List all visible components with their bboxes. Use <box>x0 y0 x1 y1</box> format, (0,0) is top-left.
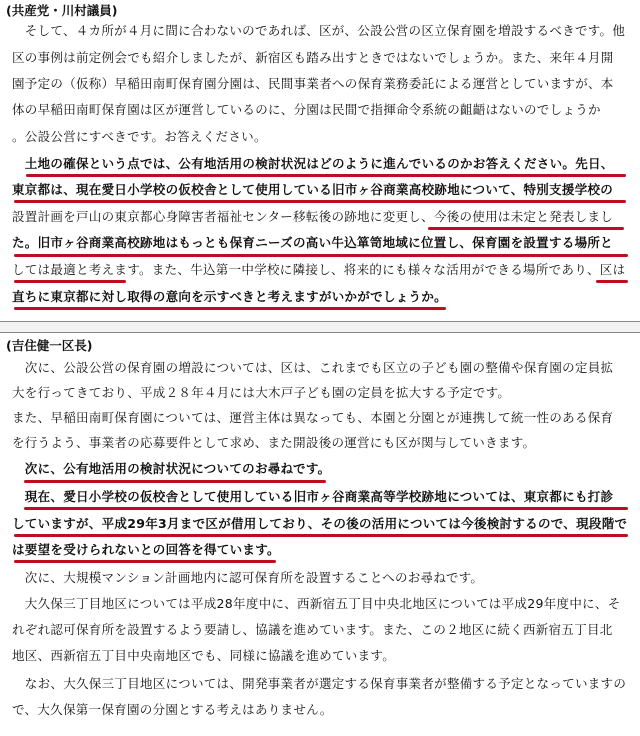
speaker-label: (共産党・川村議員) <box>6 3 118 18</box>
red-underline <box>428 227 624 230</box>
red-underline <box>14 560 276 563</box>
text-line: た。旧市ヶ谷商業高校跡地はもっとも保育ニーズの高い牛込箪笥地域に位置し、保育園を設置する場所と <box>12 235 613 250</box>
text-line: 次に、公設公営の保育園の増設については、区は、これまでも区立の子ども園の整備や保育園の定員拡 <box>12 360 614 375</box>
text-line: なお、大久保三丁目地区については、開発事業者が選定する保育事業者が整備する予定となっていますの <box>12 676 627 691</box>
text-line: していますが、平成29年3月まで区が借用しており、その後の活用については今後検討するので、現段階で <box>12 516 628 531</box>
text-line: を行うよう、事業者の応募要件として求め、また開設後の運営にも区が関与していきます。 <box>12 435 536 450</box>
text-line: 体の早稲田南町保育園は区が運営しているのに、分園は民間で指揮命令系統の齟齬はないのでしょうか <box>12 102 601 117</box>
red-underline <box>596 280 628 283</box>
text-line: 地区、西新宿五丁目中央南地区でも、同様に協議を進めています。 <box>12 648 396 663</box>
red-underline <box>14 280 126 283</box>
text-line: で、大久保第一保育園の分園とする考えはありません。 <box>12 702 333 717</box>
text-line: 直ちに東京都に対し取得の意向を示すべきと考えますがいかがでしょうか。 <box>12 289 447 304</box>
answer-panel <box>0 332 640 736</box>
text-line: 土地の確保という点では、公有地活用の検討状況はどのように進んでいるのかお答えください。先日、 <box>12 156 614 171</box>
text-line: 東京都は、現在愛日小学校の仮校舎として使用している旧市ヶ谷商業高校跡地について、特別支援学校の <box>12 182 614 197</box>
text-line: また、早稲田南町保育園については、運営主体は異なっても、本園と分園とが連携して統一性のある保育 <box>12 410 614 425</box>
red-underline <box>14 254 628 257</box>
text-line: 次に、大規模マンション計画地内に認可保育所を設置することへのお尋ねです。 <box>12 570 484 585</box>
panel-divider <box>0 322 640 332</box>
red-underline <box>24 507 628 510</box>
text-line: そして、４カ所が４月に間に合わないのであれば、区が、公設公営の区立保育園を増設するべきです。他 <box>12 23 626 38</box>
text-line: 大久保三丁目地区については平成28年度中に、西新宿五丁目中央北地区については平成29年度中に、そ <box>12 596 621 611</box>
text-line: 設置計画を戸山の東京都心身障害者福祉センター移転後の跡地に変更し、今後の使用は未定と発表しまし <box>12 209 614 224</box>
red-underline <box>24 480 326 483</box>
red-underline <box>14 307 446 310</box>
text-line: しては最適と考えます。また、牛込第一中学校に隣接し、将来的にも様々な活用ができる場所であり、区は <box>12 262 626 277</box>
text-line: 園予定の（仮称）早稲田南町保育園分園は、民間事業者への保育業務委託による運営としていますが、本 <box>12 76 614 91</box>
text-line: は要望を受けられないとの回答を得ています。 <box>12 542 280 557</box>
text-line: 。公設公営にすべきです。お答えください。 <box>12 129 267 144</box>
text-line: 区の事例は前定例会でも紹介しましたが、新宿区も踏み出すときではないでしょうか。また、来年４月開 <box>12 50 614 65</box>
red-underline <box>14 200 626 203</box>
text-line: 次に、公有地活用の検討状況についてのお尋ねです。 <box>12 461 331 476</box>
text-line: れぞれ認可保育所を設置するよう要請し、協議を進めています。また、この２地区に続く西新宿五丁目北 <box>12 622 613 637</box>
red-underline <box>14 534 628 537</box>
text-line: 現在、愛日小学校の仮校舎として使用している旧市ヶ谷商業高等学校跡地については、東京都にも打診 <box>12 489 614 504</box>
red-underline <box>26 174 626 177</box>
question-panel <box>0 0 640 322</box>
speaker-label: (吉住健一区長) <box>6 338 93 353</box>
text-line: 大を行ってきており、平成２８年４月には大木戸子ども園の定員を拡大する予定です。 <box>12 385 511 400</box>
